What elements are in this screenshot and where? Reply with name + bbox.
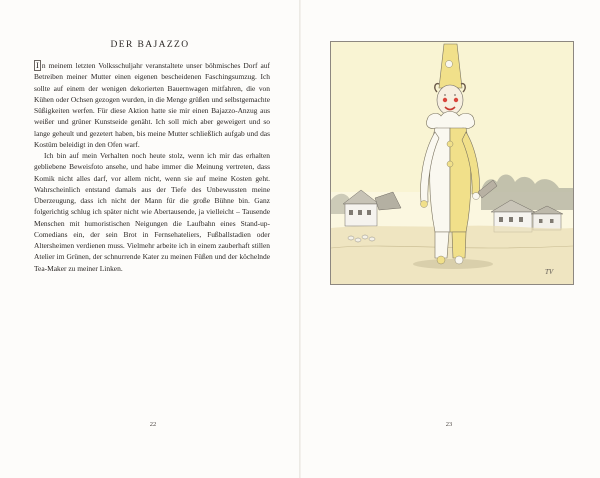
paragraph-2-text: Ich bin auf mein Verhalten noch heute stolz, wenn ich mir das erhalten gebliebene Beweisfoto ansehe, und habe immer die Meinung vertreten, dass Komik nicht alles darf, vor allem nicht, wenn sie auf meine Kosten geht. Wahrscheinlich entstand damals aus der Tiefe des Unbewussten meine Überzeugung, dass ich nicht der Mann für die große Bühne bin. Ganz folgerichtig schlug ich später nicht wie Abertausende, ja vielleicht – Tausende Menschen mit humoristischen Neigungen die Laufbahn eines Stand-up-Comedians ein, der sein Brot in Fernsehateliers, Fußballstadien oder Altersheimen verdienen muss. Vielmehr arbeite ich in einem zauberhaft stillen Atelier im Grünen, der schnurrende Kater zu meinen Füßen und der köchelnde Tea-Maker zu meiner Linken. bbox=[34, 151, 270, 273]
hat-pompom bbox=[446, 61, 453, 68]
clown-face bbox=[437, 85, 463, 115]
page-number-right: 23 bbox=[445, 421, 453, 428]
clown-drawing bbox=[331, 42, 573, 284]
shoe-pompom-left bbox=[437, 256, 445, 264]
right-leg bbox=[452, 232, 466, 258]
chapter-title: DER BAJAZZO bbox=[110, 40, 190, 50]
cuff-pompom-left bbox=[421, 201, 428, 208]
pompom-2 bbox=[447, 161, 453, 167]
left-page bbox=[0, 0, 299, 478]
paragraph-2 bbox=[34, 150, 270, 274]
left-cheek bbox=[443, 98, 447, 102]
shoe-pompom-right bbox=[455, 256, 463, 264]
paragraph-1-text: n meinem letzten Volksschuljahr veranstaltete unser böhmisches Dorf auf Betreiben meiner Mutter einen eigenen bescheidenen Faschingsumzug. Ich sollte auf einem der wenigen dekorierten Bauernwagen mitfahren, die von Kühen oder Ochsen gezogen wurden, in die Menge grüßen und selbstgemachte Süßigkeiten werfen. Für diese Aktion hatte sie mir einen Bajazzo-Anzug aus weißer und grüner Kunstseide genäht. Ich soll mich aber geweigert und so lange geheult und gezetert haben, bis meine Mutter schließlich aufgab und das Kostüm beleidigt in den Ofen warf. bbox=[34, 61, 270, 149]
left-leg bbox=[435, 232, 449, 258]
body-text bbox=[34, 60, 270, 274]
right-page bbox=[301, 0, 600, 478]
cuff-pompom-right bbox=[473, 193, 480, 200]
pompom-1 bbox=[447, 141, 453, 147]
clown-shadow bbox=[413, 259, 493, 269]
page-number-left: 22 bbox=[149, 421, 157, 428]
right-cheek bbox=[454, 98, 458, 102]
drop-cap: I bbox=[36, 60, 39, 70]
artist-signature: TV bbox=[545, 268, 554, 276]
clown-illustration bbox=[330, 41, 574, 285]
paragraph-1 bbox=[34, 60, 270, 150]
